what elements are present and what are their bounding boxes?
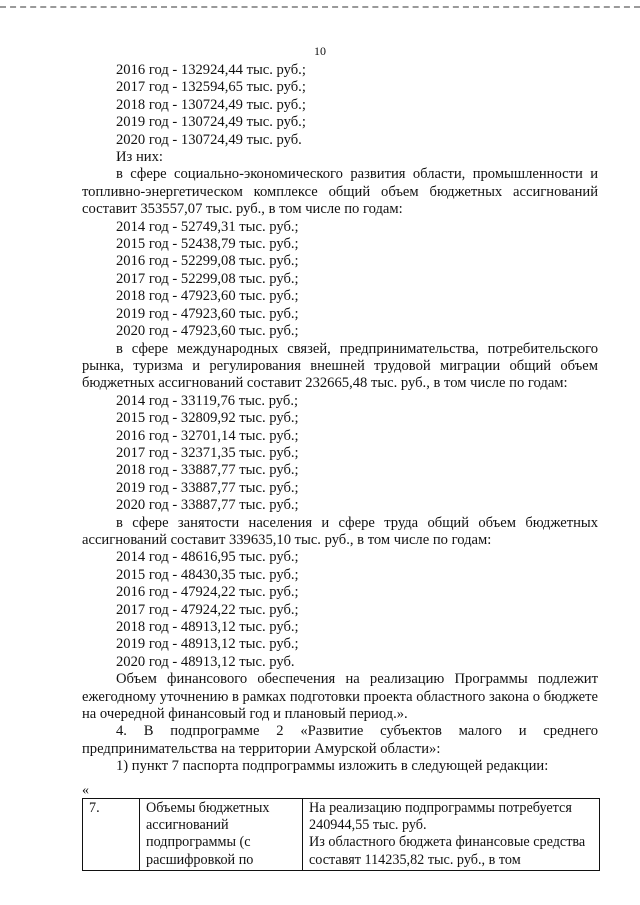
year-line: 2016 год - 32701,14 тыс. руб.; (116, 427, 299, 444)
year-line: 2014 год - 33119,76 тыс. руб.; (116, 392, 299, 409)
year-line: 2016 год - 47924,22 тыс. руб.; (116, 584, 299, 601)
year-line: 2020 год - 47923,60 тыс. руб.; (116, 323, 299, 340)
year-line: 2018 год - 48913,12 тыс. руб.; (116, 619, 299, 635)
year-line: 2014 год - 52749,31 тыс. руб.; (116, 218, 299, 235)
row-number-cell: 7. (83, 798, 140, 871)
year-line: 2016 год - 132924,44 тыс. руб.; (116, 62, 306, 78)
labor-years (82, 549, 598, 671)
year-line: 2015 год - 32809,92 тыс. руб.; (116, 410, 299, 427)
row-content-cell (303, 798, 600, 871)
year-line: 2019 год - 33887,77 тыс. руб.; (116, 479, 299, 496)
econ-years (82, 219, 598, 341)
year-line: 2019 год - 130724,49 тыс. руб.; (116, 114, 306, 131)
paragraph-econ: в сфере социально-экономического развития области, промышленности и топливно-энергетическом комплексе общий объем бюджетных ассигнований составит 353557,07 тыс. руб., в том числе по годам: (82, 166, 598, 218)
iz-nih-label: Из них: (116, 149, 163, 166)
year-line: 2019 год - 48913,12 тыс. руб.; (116, 636, 299, 653)
year-line: 2015 год - 48430,35 тыс. руб.; (116, 566, 299, 583)
year-line: 2015 год - 52438,79 тыс. руб.; (116, 236, 299, 253)
paragraph-volume: Объем финансового обеспечения на реализацию Программы подлежит ежегодному уточнению в рамках подготовки проекта областного закона о бюджете на очередной финансовый год и плановый период.». (82, 671, 598, 723)
page-number: 10 (314, 44, 326, 58)
page-top-edge (0, 6, 640, 8)
paragraph-1: 1) пункт 7 паспорта подпрограммы изложить в следующей редакции: (116, 758, 549, 775)
quote-mark: « (82, 782, 89, 798)
intl-years (82, 393, 598, 515)
content-line: Из областного бюджета финансовые средства составят 114235,82 тыс. руб., в том (309, 834, 586, 868)
paragraph-intl: в сфере международных связей, предпринимательства, потребительского рынка, туризма и регулирования внешней трудовой миграции общий объем бюджетных ассигнований составит 232665,48 тыс. руб., в том числе по годам: (82, 340, 598, 392)
year-line: 2020 год - 130724,49 тыс. руб. (116, 131, 302, 148)
year-line: 2017 год - 47924,22 тыс. руб.; (116, 601, 299, 618)
year-line: 2020 год - 33887,77 тыс. руб.; (116, 497, 299, 514)
block1-years (82, 62, 598, 149)
table-row (83, 798, 600, 871)
paragraph-labor: в сфере занятости населения и сфере труда общий объем бюджетных ассигнований составит 339635,10 тыс. руб., в том числе по годам: (82, 514, 598, 548)
year-line: 2018 год - 47923,60 тыс. руб.; (116, 288, 299, 305)
year-line: 2018 год - 130724,49 тыс. руб.; (116, 96, 306, 113)
year-line: 2020 год - 48913,12 тыс. руб. (116, 653, 295, 670)
year-line: 2016 год - 52299,08 тыс. руб.; (116, 253, 299, 270)
year-line: 2018 год - 33887,77 тыс. руб.; (116, 462, 299, 479)
content-line: На реализацию подпрограммы потребуется 240944,55 тыс. руб. (309, 799, 572, 834)
year-line: 2017 год - 132594,65 тыс. руб.; (116, 79, 306, 96)
passport-table (82, 798, 600, 872)
year-line: 2017 год - 52299,08 тыс. руб.; (116, 270, 299, 287)
year-line: 2017 год - 32371,35 тыс. руб.; (116, 444, 299, 461)
paragraph-4: 4. В подпрограмме 2 «Развитие субъектов малого и среднего предпринимательства на территории Амурской области»: (82, 723, 598, 757)
year-line: 2014 год - 48616,95 тыс. руб.; (116, 549, 299, 566)
row-name-cell: Объемы бюджетных ассигнований подпрограммы (с расшифровкой по (140, 798, 303, 871)
year-line: 2019 год - 47923,60 тыс. руб.; (116, 305, 299, 322)
document-body (82, 62, 598, 871)
